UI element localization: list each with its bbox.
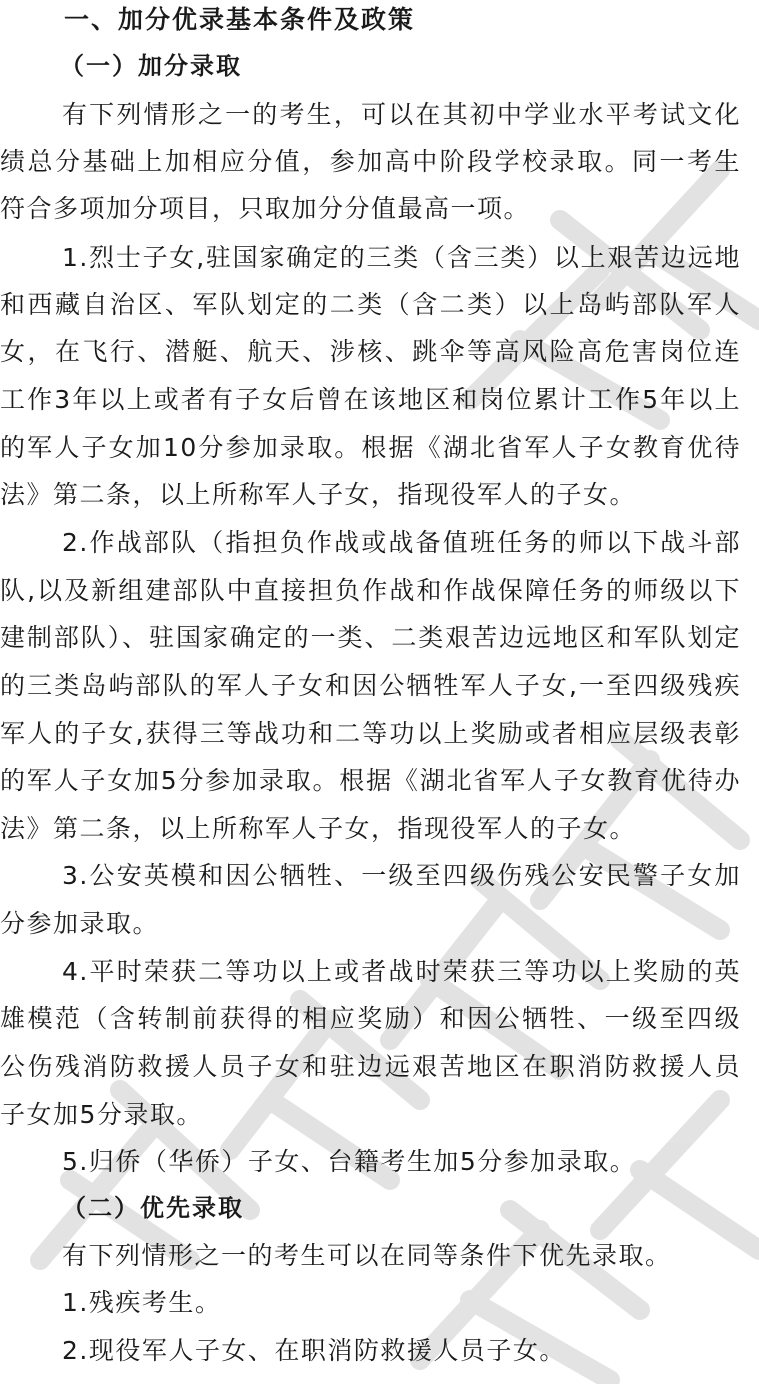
paragraph-line: 有下列情形之一的考生可以在同等条件下优先录取。 bbox=[62, 1241, 672, 1270]
section-heading: 一、加分优录基本条件及政策 bbox=[64, 5, 416, 34]
paragraph-line: 雄模范（含转制前获得的相应奖励）和因公牺牲、一级至四级 bbox=[0, 1004, 741, 1033]
paragraph-line: 公伤残消防救援人员子女和驻边远艰苦地区在职消防救援人员 bbox=[0, 1052, 741, 1081]
paragraph-line: 女，在飞行、潜艇、航天、涉核、跳伞等高风险高危害岗位连 bbox=[0, 337, 741, 366]
paragraph-line: 4.平时荣获二等功以上或者战时荣获三等功以上奖励的英 bbox=[62, 957, 741, 986]
paragraph-line: 的军人子女加5分参加录取。根据《湖北省军人子女教育优待办 bbox=[0, 766, 741, 795]
paragraph-line: 法》第二条，以上所称军人子女，指现役军人的子女。 bbox=[0, 480, 637, 509]
paragraph-line: 建制部队）、驻国家确定的一类、二类艰苦边远地区和军队划定 bbox=[0, 623, 741, 652]
paragraph-line: 绩总分基础上加相应分值，参加高中阶段学校录取。同一考生 bbox=[0, 147, 741, 176]
paragraph-line: 子女加5分录取。 bbox=[0, 1100, 203, 1129]
paragraph-line: 分参加录取。 bbox=[0, 909, 160, 938]
paragraph-line: 2.作战部队（指担负作战或战备值班任务的师以下战斗部 bbox=[62, 528, 741, 557]
paragraph-line: 的军人子女加10分参加录取。根据《湖北省军人子女教育优待 bbox=[0, 433, 741, 462]
paragraph-line: 1.烈士子女,驻国家确定的三类（含三类）以上艰苦边远地 bbox=[62, 243, 741, 272]
paragraph-line: 2.现役军人子女、在职消防救援人员子女。 bbox=[62, 1336, 566, 1365]
paragraph-line: 军人的子女,获得三等战功和二等功以上奖励或者相应层级表彰 bbox=[0, 719, 741, 748]
paragraph-line: 5.归侨（华侨）子女、台籍考生加5分参加录取。 bbox=[62, 1147, 637, 1176]
paragraph-line: 和西藏自治区、军队划定的二类（含二类）以上岛屿部队军人 bbox=[0, 290, 741, 319]
subsection-heading-bonus: （一）加分录取 bbox=[60, 52, 242, 80]
paragraph-line: 法》第二条，以上所称军人子女，指现役军人的子女。 bbox=[0, 814, 637, 843]
paragraph-line: 的三类岛屿部队的军人子女和因公牺牲军人子女,一至四级残疾 bbox=[0, 671, 741, 700]
paragraph-line: 3.公安英模和因公牺牲、一级至四级伤残公安民警子女加 bbox=[62, 861, 741, 890]
paragraph-line: 1.残疾考生。 bbox=[62, 1288, 222, 1317]
paragraph-line: 队,以及新组建部队中直接担负作战和作战保障任务的师级以下 bbox=[0, 576, 741, 605]
paragraph-line: 有下列情形之一的考生，可以在其初中学业水平考试文化 bbox=[62, 100, 741, 129]
subsection-heading-priority: （二）优先录取 bbox=[62, 1194, 244, 1222]
paragraph-line: 符合多项加分项目，只取加分分值最高一项。 bbox=[0, 194, 531, 223]
paragraph-line: 工作3年以上或者有子女后曾在该地区和岗位累计工作5年以上 bbox=[0, 385, 741, 414]
